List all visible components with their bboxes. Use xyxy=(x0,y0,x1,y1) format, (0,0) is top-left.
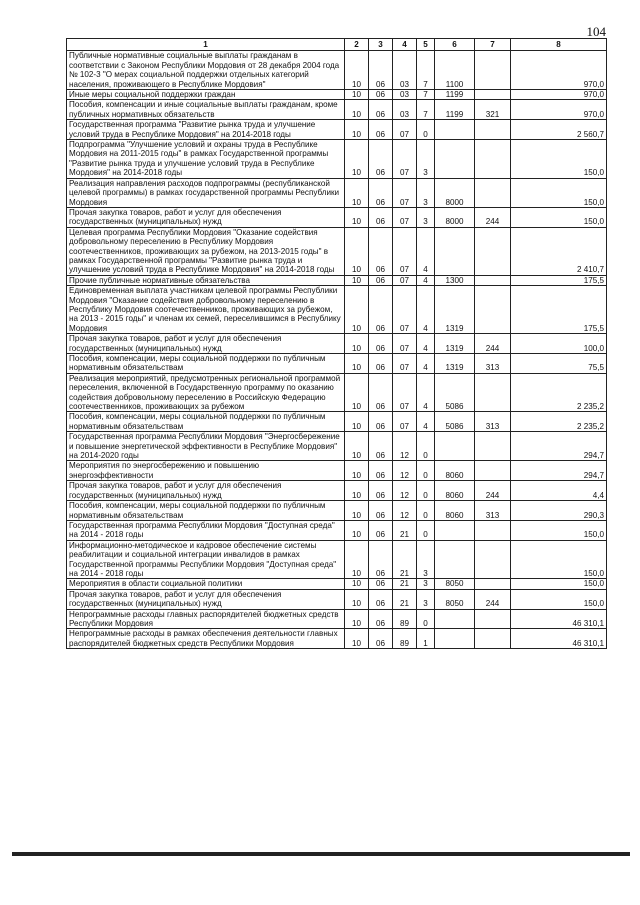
item-name: Прочая закупка товаров, работ и услуг для обеспечения государственных (муниципальных) нужд xyxy=(67,207,345,227)
expense-type-code xyxy=(475,373,511,412)
expense-type-code xyxy=(475,227,511,275)
expense-type-code: 244 xyxy=(475,481,511,501)
amount: 2 560,7 xyxy=(511,120,607,140)
amount: 150,0 xyxy=(511,207,607,227)
amount: 150,0 xyxy=(511,589,607,609)
subsection-code: 06 xyxy=(369,51,393,90)
table-row xyxy=(67,481,607,501)
subprogram-code: 3 xyxy=(417,178,435,207)
expense-type-code xyxy=(475,90,511,100)
amount: 970,0 xyxy=(511,51,607,90)
item-name: Информационно-методическое и кадровое обеспечение системы реабилитации и социальной интеграции инвалидов в рамках Государственной программы Республики Мордовия "Доступная среда" на 2014 - 2018 годы xyxy=(67,540,345,579)
column-header-6: 6 xyxy=(435,39,475,51)
item-name: Государственная программа Республики Мордовия "Доступная среда" на 2014 - 2018 годы xyxy=(67,520,345,540)
expense-type-code: 313 xyxy=(475,354,511,374)
table-row xyxy=(67,90,607,100)
expense-code xyxy=(435,227,475,275)
section-code: 10 xyxy=(345,501,369,521)
program-code: 03 xyxy=(393,51,417,90)
item-name: Государственная программа "Развитие рынка труда и улучшение условий труда в Республике Мордовия" на 2014-2018 годы xyxy=(67,120,345,140)
subprogram-code: 0 xyxy=(417,609,435,629)
column-header-3: 3 xyxy=(369,39,393,51)
subsection-code: 06 xyxy=(369,354,393,374)
table-row xyxy=(67,373,607,412)
item-name: Мероприятия в области социальной политики xyxy=(67,579,345,589)
section-code: 10 xyxy=(345,227,369,275)
table-row xyxy=(67,501,607,521)
expense-code xyxy=(435,120,475,140)
section-code: 10 xyxy=(345,90,369,100)
expense-code: 8060 xyxy=(435,481,475,501)
subsection-code: 06 xyxy=(369,501,393,521)
header-row xyxy=(67,39,607,51)
item-name: Прочая закупка товаров, работ и услуг для обеспечения государственных (муниципальных) нужд xyxy=(67,481,345,501)
table-row xyxy=(67,609,607,629)
subsection-code: 06 xyxy=(369,520,393,540)
expense-type-code xyxy=(475,120,511,140)
program-code: 07 xyxy=(393,354,417,374)
program-code: 03 xyxy=(393,90,417,100)
expense-type-code xyxy=(475,609,511,629)
subsection-code: 06 xyxy=(369,120,393,140)
item-name: Государственная программа Республики Мордовия "Энергосбережение и повышение энергетической эффективности в Республике Мордовия" на 2014-2020 годы xyxy=(67,432,345,461)
subprogram-code: 0 xyxy=(417,481,435,501)
expense-code: 1100 xyxy=(435,51,475,90)
amount: 2 235,2 xyxy=(511,373,607,412)
item-name: Прочая закупка товаров, работ и услуг для обеспечения государственных (муниципальных) нужд xyxy=(67,334,345,354)
subsection-code: 06 xyxy=(369,140,393,179)
subsection-code: 06 xyxy=(369,629,393,649)
subsection-code: 06 xyxy=(369,275,393,285)
table-row xyxy=(67,461,607,481)
program-code: 07 xyxy=(393,120,417,140)
table-row xyxy=(67,227,607,275)
subsection-code: 06 xyxy=(369,100,393,120)
item-name: Реализация направления расходов подпрограммы (республиканской целевой программы) в рамках государственной программы Республики Мордовия xyxy=(67,178,345,207)
page-number: 104 xyxy=(586,24,606,39)
section-code: 10 xyxy=(345,334,369,354)
section-code: 10 xyxy=(345,589,369,609)
expense-type-code xyxy=(475,140,511,179)
section-code: 10 xyxy=(345,373,369,412)
subprogram-code: 0 xyxy=(417,120,435,140)
expense-type-code xyxy=(475,579,511,589)
program-code: 07 xyxy=(393,140,417,179)
expense-type-code: 244 xyxy=(475,207,511,227)
subprogram-code: 4 xyxy=(417,275,435,285)
subprogram-code: 4 xyxy=(417,373,435,412)
section-code: 10 xyxy=(345,286,369,334)
table-row xyxy=(67,432,607,461)
amount: 150,0 xyxy=(511,579,607,589)
amount: 294,7 xyxy=(511,432,607,461)
section-code: 10 xyxy=(345,432,369,461)
subprogram-code: 0 xyxy=(417,461,435,481)
subprogram-code: 4 xyxy=(417,412,435,432)
table-row xyxy=(67,100,607,120)
column-header-5: 5 xyxy=(417,39,435,51)
section-code: 10 xyxy=(345,275,369,285)
amount: 150,0 xyxy=(511,520,607,540)
table-row xyxy=(67,120,607,140)
expense-code: 5086 xyxy=(435,373,475,412)
table-row xyxy=(67,334,607,354)
table-row xyxy=(67,412,607,432)
subprogram-code: 3 xyxy=(417,207,435,227)
item-name: Целевая программа Республики Мордовия "Оказание содействия добровольному переселению в Республику Мордовия соотечественников, проживающих за рубежом, на 2013-2015 годы" в рамках Государственной программы "Развитие рынка труда и улучшение условий труда в Республике Мордовия" на 2014-2018 годы xyxy=(67,227,345,275)
subprogram-code: 3 xyxy=(417,540,435,579)
program-code: 89 xyxy=(393,609,417,629)
subsection-code: 06 xyxy=(369,90,393,100)
program-code: 21 xyxy=(393,589,417,609)
item-name: Публичные нормативные социальные выплаты гражданам в соответствии с Законом Республики Мордовия от 28 декабря 2004 года № 102-3 "О мерах социальной поддержки отдельных категорий населения, проживающего в Республике Мордовия" xyxy=(67,51,345,90)
expense-type-code xyxy=(475,286,511,334)
section-code: 10 xyxy=(345,51,369,90)
program-code: 07 xyxy=(393,373,417,412)
amount: 2 235,2 xyxy=(511,412,607,432)
expense-type-code xyxy=(475,461,511,481)
amount: 150,0 xyxy=(511,140,607,179)
amount: 150,0 xyxy=(511,178,607,207)
subprogram-code: 1 xyxy=(417,629,435,649)
expense-code: 8000 xyxy=(435,178,475,207)
program-code: 21 xyxy=(393,540,417,579)
expense-code: 1199 xyxy=(435,90,475,100)
program-code: 12 xyxy=(393,432,417,461)
column-header-4: 4 xyxy=(393,39,417,51)
section-code: 10 xyxy=(345,481,369,501)
subprogram-code: 0 xyxy=(417,432,435,461)
amount: 75,5 xyxy=(511,354,607,374)
subprogram-code: 3 xyxy=(417,589,435,609)
section-code: 10 xyxy=(345,120,369,140)
table-row xyxy=(67,589,607,609)
budget-table xyxy=(66,38,607,649)
column-header-2: 2 xyxy=(345,39,369,51)
expense-type-code: 321 xyxy=(475,100,511,120)
expense-type-code xyxy=(475,629,511,649)
amount: 46 310,1 xyxy=(511,609,607,629)
table-row xyxy=(67,178,607,207)
expense-code: 1300 xyxy=(435,275,475,285)
subsection-code: 06 xyxy=(369,286,393,334)
section-code: 10 xyxy=(345,354,369,374)
subsection-code: 06 xyxy=(369,373,393,412)
program-code: 07 xyxy=(393,207,417,227)
expense-code xyxy=(435,609,475,629)
expense-type-code xyxy=(475,520,511,540)
table-row xyxy=(67,629,607,649)
program-code: 07 xyxy=(393,412,417,432)
item-name: Прочая закупка товаров, работ и услуг для обеспечения государственных (муниципальных) нужд xyxy=(67,589,345,609)
column-header-7: 7 xyxy=(475,39,511,51)
expense-type-code: 313 xyxy=(475,412,511,432)
section-code: 10 xyxy=(345,579,369,589)
expense-type-code: 244 xyxy=(475,589,511,609)
item-name: Пособия, компенсации, меры социальной поддержки по публичным нормативным обязательствам xyxy=(67,501,345,521)
expense-code: 1319 xyxy=(435,354,475,374)
item-name: Единовременная выплата участникам целевой программы Республики Мордовия "Оказание содействия добровольному переселению в Республику Мордовия соотечественников, проживающих за рубежом, на 2013 - 2015 годы" и членам их семей, переселившимся в Республику Мордовия xyxy=(67,286,345,334)
expense-type-code xyxy=(475,540,511,579)
subprogram-code: 3 xyxy=(417,579,435,589)
item-name: Прочие публичные нормативные обязательства xyxy=(67,275,345,285)
subsection-code: 06 xyxy=(369,540,393,579)
subsection-code: 06 xyxy=(369,589,393,609)
expense-code: 1319 xyxy=(435,334,475,354)
amount: 2 410,7 xyxy=(511,227,607,275)
expense-code: 5086 xyxy=(435,412,475,432)
program-code: 07 xyxy=(393,227,417,275)
subsection-code: 06 xyxy=(369,412,393,432)
section-code: 10 xyxy=(345,461,369,481)
item-name: Пособия, компенсации, меры социальной поддержки по публичным нормативным обязательствам xyxy=(67,354,345,374)
expense-type-code: 313 xyxy=(475,501,511,521)
expense-type-code xyxy=(475,432,511,461)
table-row xyxy=(67,275,607,285)
item-name: Пособия, компенсации, меры социальной поддержки по публичным нормативным обязательствам xyxy=(67,412,345,432)
section-code: 10 xyxy=(345,100,369,120)
column-header-8: 8 xyxy=(511,39,607,51)
subsection-code: 06 xyxy=(369,609,393,629)
amount: 290,3 xyxy=(511,501,607,521)
expense-code: 1199 xyxy=(435,100,475,120)
expense-type-code xyxy=(475,178,511,207)
item-name: Мероприятия по энергосбережению и повышению энергоэффективности xyxy=(67,461,345,481)
expense-code: 1319 xyxy=(435,286,475,334)
table-row xyxy=(67,51,607,90)
expense-code xyxy=(435,540,475,579)
program-code: 89 xyxy=(393,629,417,649)
section-code: 10 xyxy=(345,412,369,432)
table-row xyxy=(67,579,607,589)
subsection-code: 06 xyxy=(369,227,393,275)
expense-type-code: 244 xyxy=(475,334,511,354)
item-name: Реализация мероприятий, предусмотренных региональной программой переселения, включенной в Государственную программу по оказанию содействия добровольному переселению в Российскую Федерацию соотечественников, проживающих за рубежом xyxy=(67,373,345,412)
program-code: 07 xyxy=(393,275,417,285)
amount: 4,4 xyxy=(511,481,607,501)
subprogram-code: 4 xyxy=(417,354,435,374)
amount: 150,0 xyxy=(511,540,607,579)
table-row xyxy=(67,520,607,540)
subprogram-code: 7 xyxy=(417,51,435,90)
program-code: 21 xyxy=(393,520,417,540)
program-code: 21 xyxy=(393,579,417,589)
table-row xyxy=(67,207,607,227)
subprogram-code: 7 xyxy=(417,90,435,100)
expense-code: 8000 xyxy=(435,207,475,227)
table-row xyxy=(67,354,607,374)
footer-rule xyxy=(12,852,630,856)
section-code: 10 xyxy=(345,540,369,579)
program-code: 03 xyxy=(393,100,417,120)
subprogram-code: 0 xyxy=(417,501,435,521)
amount: 46 310,1 xyxy=(511,629,607,649)
table-row xyxy=(67,286,607,334)
expense-code xyxy=(435,629,475,649)
item-name: Непрограммные расходы главных распорядителей бюджетных средств Республики Мордовия xyxy=(67,609,345,629)
subsection-code: 06 xyxy=(369,432,393,461)
expense-code: 8050 xyxy=(435,589,475,609)
subprogram-code: 4 xyxy=(417,334,435,354)
subprogram-code: 3 xyxy=(417,140,435,179)
expense-code xyxy=(435,432,475,461)
subprogram-code: 4 xyxy=(417,286,435,334)
program-code: 12 xyxy=(393,481,417,501)
subprogram-code: 7 xyxy=(417,100,435,120)
section-code: 10 xyxy=(345,140,369,179)
section-code: 10 xyxy=(345,178,369,207)
section-code: 10 xyxy=(345,629,369,649)
amount: 175,5 xyxy=(511,286,607,334)
program-code: 07 xyxy=(393,178,417,207)
expense-type-code xyxy=(475,51,511,90)
subsection-code: 06 xyxy=(369,461,393,481)
subsection-code: 06 xyxy=(369,207,393,227)
expense-code: 8050 xyxy=(435,579,475,589)
program-code: 07 xyxy=(393,286,417,334)
expense-code: 8060 xyxy=(435,501,475,521)
subsection-code: 06 xyxy=(369,579,393,589)
section-code: 10 xyxy=(345,520,369,540)
subprogram-code: 0 xyxy=(417,520,435,540)
expense-code: 8060 xyxy=(435,461,475,481)
subsection-code: 06 xyxy=(369,334,393,354)
table-row xyxy=(67,540,607,579)
column-header-1: 1 xyxy=(67,39,345,51)
expense-code xyxy=(435,140,475,179)
amount: 100,0 xyxy=(511,334,607,354)
amount: 175,5 xyxy=(511,275,607,285)
amount: 970,0 xyxy=(511,90,607,100)
subprogram-code: 4 xyxy=(417,227,435,275)
item-name: Иные меры социальной поддержки граждан xyxy=(67,90,345,100)
section-code: 10 xyxy=(345,609,369,629)
program-code: 07 xyxy=(393,334,417,354)
subsection-code: 06 xyxy=(369,481,393,501)
amount: 970,0 xyxy=(511,100,607,120)
item-name: Непрограммные расходы в рамках обеспечения деятельности главных распорядителей бюджетных средств Республики Мордовия xyxy=(67,629,345,649)
program-code: 12 xyxy=(393,461,417,481)
item-name: Пособия, компенсации и иные социальные выплаты гражданам, кроме публичных нормативных обязательств xyxy=(67,100,345,120)
expense-type-code xyxy=(475,275,511,285)
program-code: 12 xyxy=(393,501,417,521)
item-name: Подпрограмма "Улучшение условий и охраны труда в Республике Мордовия на 2011-2015 годы" в рамках Государственной программы "Развитие рынка труда и улучшение условий труда в Республике Мордовия" на 2014-2018 годы xyxy=(67,140,345,179)
section-code: 10 xyxy=(345,207,369,227)
amount: 294,7 xyxy=(511,461,607,481)
subsection-code: 06 xyxy=(369,178,393,207)
expense-code xyxy=(435,520,475,540)
table-row xyxy=(67,140,607,179)
